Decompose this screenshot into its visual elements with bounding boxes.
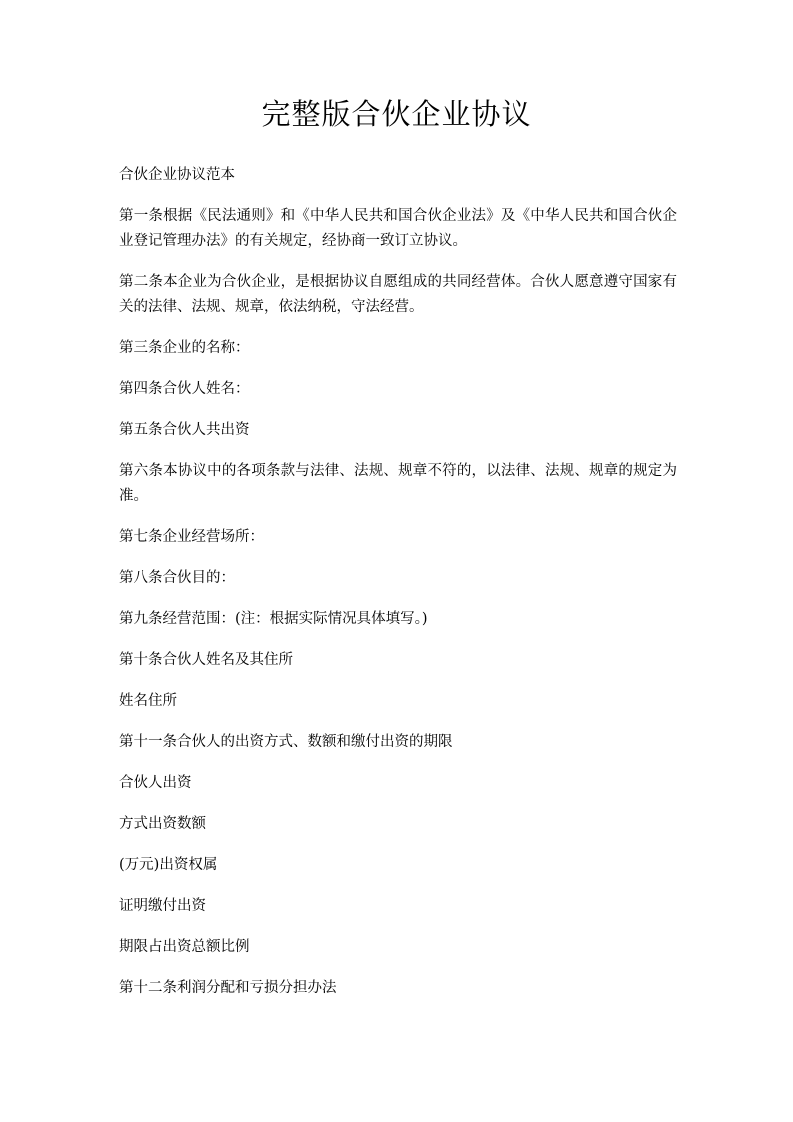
paragraph-article-6: 第六条本协议中的各项条款与法律、法规、规章不符的，以法律、法规、规章的规定为准。 xyxy=(119,463,677,504)
paragraph-template-heading: 合伙企业协议范本 xyxy=(119,167,235,183)
paragraph-ownership: (万元)出资权属 xyxy=(119,857,218,873)
paragraph-article-7: 第七条企业经营场所： xyxy=(119,529,264,545)
paragraph-article-8: 第八条合伙目的： xyxy=(119,570,235,586)
paragraph-method-amount: 方式出资数额 xyxy=(119,816,206,832)
document-body xyxy=(119,163,677,1017)
paragraph-article-12: 第十二条利润分配和亏损分担办法 xyxy=(119,980,337,996)
paragraph-term-ratio: 期限占出资总额比例 xyxy=(119,939,250,955)
paragraph-article-11: 第十一条合伙人的出资方式、数额和缴付出资的期限 xyxy=(119,734,453,750)
paragraph-proof-payment: 证明缴付出资 xyxy=(119,898,206,914)
paragraph-article-5: 第五条合伙人共出资 xyxy=(119,422,250,438)
paragraph-partner-contribution: 合伙人出资 xyxy=(119,775,192,791)
paragraph-article-10: 第十条合伙人姓名及其住所 xyxy=(119,652,293,668)
paragraph-article-3: 第三条企业的名称： xyxy=(119,340,250,356)
paragraph-article-1: 第一条根据《民法通则》和《中华人民共和国合伙企业法》及《中华人民共和国合伙企业登记管理办法》的有关规定，经协商一致订立协议。 xyxy=(119,208,677,249)
paragraph-article-4: 第四条合伙人姓名： xyxy=(119,381,250,397)
document-title: 完整版合伙企业协议 xyxy=(261,97,532,131)
paragraph-article-9: 第九条经营范围：(注：根据实际情况具体填写。) xyxy=(119,611,428,627)
paragraph-name-address: 姓名住所 xyxy=(119,693,177,709)
paragraph-article-2: 第二条本企业为合伙企业，是根据协议自愿组成的共同经营体。合伙人愿意遵守国家有关的法律、法规、规章，依法纳税，守法经营。 xyxy=(119,274,677,315)
